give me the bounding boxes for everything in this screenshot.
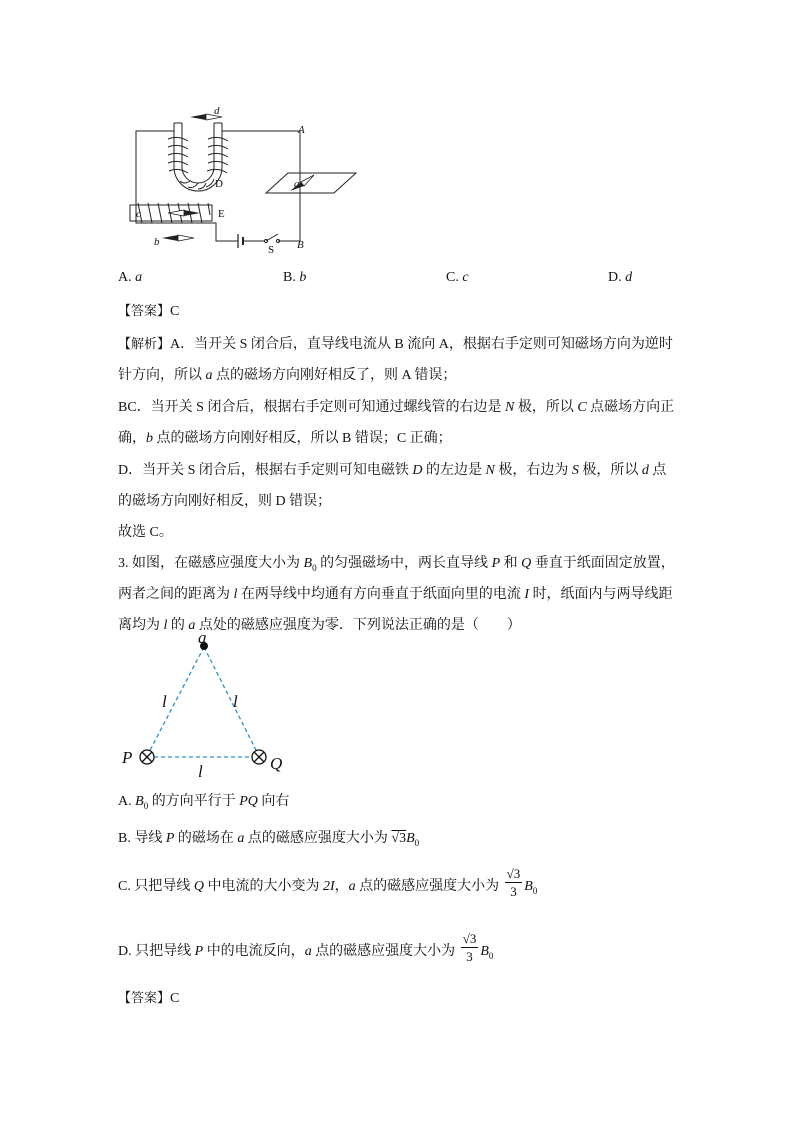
compass-b (162, 235, 194, 241)
fraction: $\frac{√3}{3}$ (462, 931, 477, 964)
label-A: A (298, 124, 305, 136)
q2-option-value: b (299, 270, 307, 285)
q2-option-c (446, 270, 469, 286)
label-E: E (218, 208, 225, 220)
q2-option-a (118, 270, 142, 286)
answer-value: C (170, 304, 180, 319)
label-D: D (215, 178, 223, 190)
circuit-figure (118, 105, 368, 255)
q3-option-d: D. 只把导线 P 中的电流反向，a 点的磁感应强度大小为 $\frac{√3}{3}$ $B_0$ (118, 931, 494, 964)
analysis-text: A．当开关 S 闭合后，直导线电流从 B 流向 A，根据右手定则可知磁场方向为逆时 (170, 337, 673, 352)
q2-option-letter: A. (118, 270, 136, 285)
fraction: $\frac{√3}{3}$ (506, 866, 521, 899)
analysis-tag: 【解析】 (118, 337, 171, 352)
q2-analysis-line-4: 确，b 点的磁场方向刚好相反，所以 B 错误；C 正确； (118, 431, 452, 446)
label-c: c (136, 208, 141, 220)
q2-option-letter: B. (283, 270, 300, 285)
q2-option-d (608, 270, 632, 286)
label-B: B (297, 239, 304, 251)
q2-option-value: d (625, 270, 633, 285)
label-d: d (214, 105, 220, 117)
wire-Q (252, 750, 266, 764)
q2-answer (118, 300, 179, 320)
q2-option-letter: C. (446, 270, 463, 285)
sqrt3: √3 (391, 831, 407, 846)
q2-option-value: c (462, 270, 469, 285)
answer-tag: 【答案】 (118, 991, 171, 1006)
q3-stem-line-1: 3. 如图，在磁感应强度大小为 $B_0$ 的匀强磁场中，两长直导线 P 和 Q 垂直于纸面固定放置， (118, 556, 675, 573)
label-l-right: l (233, 692, 238, 711)
label-P: P (122, 748, 133, 767)
q2-analysis-line-6: 的磁场方向刚好相反，则 D 错误； (118, 494, 332, 509)
q3-option-c: C. 只把导线 Q 中电流的大小变为 2I，a 点的磁感应强度大小为 $\frac{√3}{3}$ $B_0$ (118, 866, 538, 899)
answer-tag: 【答案】 (118, 304, 171, 319)
q2-analysis-line-1 (118, 333, 673, 353)
label-l-left: l (162, 692, 167, 711)
label-l-bottom: l (198, 762, 203, 781)
q2-analysis-line-5: D．当开关 S 闭合后，根据右手定则可知电磁铁 D 的左边是 N 极，右边为 S 极，所以 d 点 (118, 463, 667, 478)
q3-option-a: A. $B_0$ 的方向平行于 PQ 向右 (118, 794, 290, 811)
q2-option-b (283, 270, 306, 286)
triangle-figure (118, 635, 298, 785)
q3-stem-line-3: 离均为 l 的 a 点处的磁感应强度为零．下列说法正确的是（ ） (118, 618, 521, 633)
label-a: a (198, 635, 207, 647)
label-a: a (294, 178, 300, 190)
answer-value: C (170, 991, 180, 1006)
q2-analysis-line-7: 故选 C。 (118, 525, 173, 540)
q3-option-b: B. 导线 P 的磁场在 a 点的磁感应强度大小为 $√3B_0$ (118, 831, 420, 848)
label-b: b (154, 236, 160, 248)
compass-c (168, 210, 200, 216)
q2-option-value: a (135, 270, 143, 285)
q2-option-letter: D. (608, 270, 626, 285)
q2-analysis-line-2: 针方向，所以 a 点的磁场方向刚好相反了，则 A 错误； (118, 368, 457, 383)
wire-P (140, 750, 154, 764)
label-Q: Q (270, 754, 283, 773)
q2-analysis-line-3: BC．当开关 S 闭合后，根据右手定则可知通过螺线管的右边是 N 极，所以 C 点磁场方向正 (118, 400, 675, 415)
q3-answer (118, 987, 179, 1007)
label-S: S (268, 244, 275, 255)
q3-stem-line-2: 两者之间的距离为 l 在两导线中均通有方向垂直于纸面向里的电流 I 时，纸面内与两导线距 (118, 587, 673, 602)
